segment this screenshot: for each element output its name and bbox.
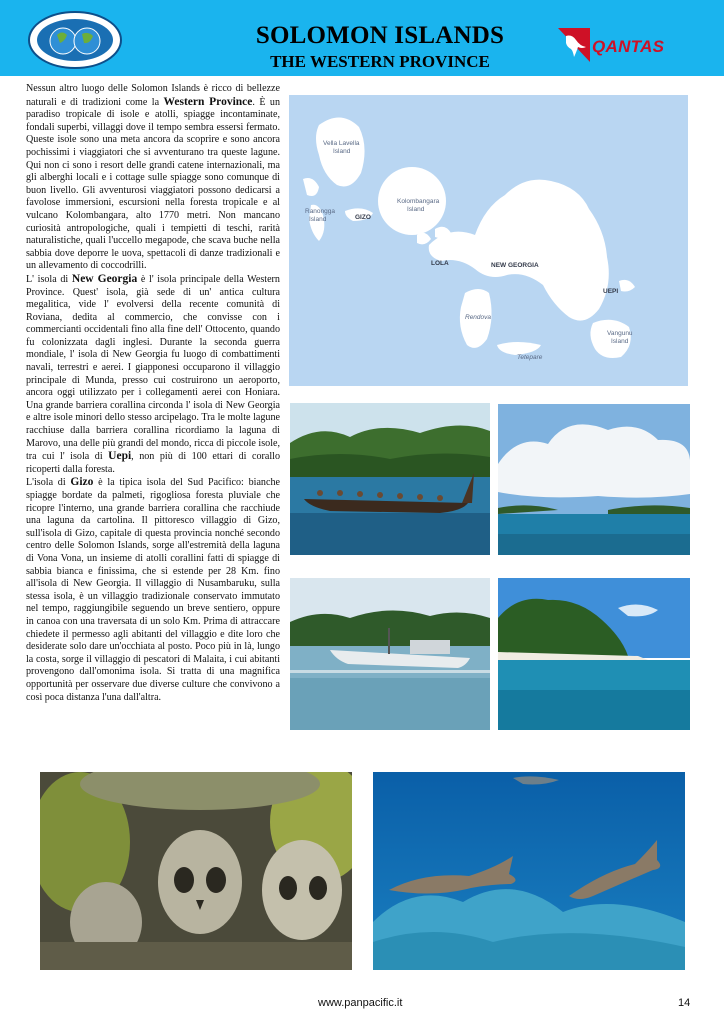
- map-label-ranongga-island: Island: [309, 216, 327, 223]
- qantas-logo: [556, 24, 706, 66]
- paragraph-text: è l' isola principale della Western Province. Quest' isola, già sede di un' antica cultura megalitica, vide l' evolversi della recente comunità di Roviana, dedita al commercio, che convisse con i commercianti occidentali fino alla fine dell' Ottocento, quando fu colonizzata dagli inglesi. Durante la seconda guerra mondiale, l' isola di New Georgia fu luogo di combattimenti navali, terrestri e aerei. I giapponesi occuparono il villaggio principale di Munda, presso cui costruirono un aeroporto, ancora oggi utilizzato per i collegamenti aerei con Honiara. Una grande barriera corallina circonda l' isola di New Georgia e altre isole minori dello stesso arcipelago. Tra le molte lagune racchiuse dalla barriera corallina ricordiamo la laguna di Marovo, una delle più grandi del mondo, ricca di piccole isole, tra cui l' isola di: [26, 273, 280, 463]
- paragraph-western-province: [26, 83, 280, 273]
- photo-palm-island: [498, 578, 690, 730]
- paragraph-text: , non più di 100 ettari di corallo ricoperti dalla foresta.: [26, 451, 281, 475]
- map-label-uepi: UEPI: [603, 288, 619, 295]
- paragraph-gizo: [26, 476, 280, 704]
- map-label-kolombangara-island: Island: [407, 206, 425, 213]
- highlight-new-georgia: New Georgia: [71, 272, 138, 285]
- map-graphic: [289, 95, 688, 386]
- map-label-tetepare: Tetepare: [517, 354, 543, 361]
- photo-skull-shrine: [40, 772, 352, 970]
- photo-reef-sharks: [373, 772, 685, 970]
- map-label-vangunu-island: Island: [611, 338, 629, 345]
- header-band: [0, 0, 724, 76]
- paragraph-text: L' isola di: [26, 273, 72, 285]
- paragraph-text: Nessun altro luogo delle Solomon Islands è ricco di bellezze naturali e di tradizioni come la: [26, 83, 280, 108]
- photo-fishing-boat: [290, 578, 490, 730]
- western-province-map: [289, 95, 688, 386]
- photo-lagoon-clouds: [498, 404, 690, 555]
- map-label-new-georgia: NEW GEORGIA: [491, 262, 539, 269]
- paragraph-text: . È un paradiso tropicale di isole e atolli, spiagge incontaminate, fondali superbi, villaggi dove il tempo sembra essersi fermato. Queste isole sono una meta ancora da scoprire e sono ancora pochissimi i viaggiatori che si avventurano tra queste lagune. Qui non ci sono i resort delle grandi catene internazionali, ma gli alberghi locali e i cottage sulle spiagge sono comunque di buon livello. Gli avventurosi viaggiatori possono dedicarsi a favolose immersioni, escursioni nella foresta tropicale e al vulcano Kolombangara, alto 1770 metri. Non mancano curiosità antropologiche, quali i tempietti di teschi, rarità naturalistiche, quali l'uccello megapode, che scava buche nella sabbia dove deporre le uova, spettacoli di danze tradizionali e un allevamento di coccodrilli.: [26, 96, 280, 272]
- map-label-gizo: GIZO: [355, 214, 371, 221]
- map-label-vella-island: Island: [333, 148, 351, 155]
- page-number: 14: [678, 997, 691, 1009]
- highlight-gizo: Gizo: [70, 476, 94, 489]
- highlight-western-province: Western Province: [163, 95, 253, 108]
- map-label-lola: LOLA: [431, 260, 449, 267]
- photo-war-canoe: [290, 403, 490, 555]
- kangaroo-tail-icon: [556, 24, 592, 66]
- paragraph-text: L'isola di: [26, 477, 71, 489]
- map-label-vella: Vella Lavella: [323, 140, 360, 147]
- footer-url[interactable]: www.panpacific.it: [318, 997, 403, 1009]
- paragraph-new-georgia: [26, 273, 280, 477]
- map-label-ranongga: Ranongga: [305, 208, 335, 215]
- map-label-rendova: Rendova: [465, 314, 492, 321]
- paragraph-text: è la tipica isola del Sud Pacifico: bianche spiagge bordate da palmeti, rigogliosa foresta pluviale che ricopre l'interno, una grande barriera corallina che racchiude una laguna da cartolina. Il pittoresco villaggio di Gizo, sull'isola di Gizo, capitale di questa provincia nonché secondo centro delle Solomon Islands, sorge all'estremità della laguna di Vona Vona, un insieme di atolli corallini fatti di spiagge di sabbia bianca e finissima, che si estende per 28 Km. fino all'isola di New Georgia. Il villaggio di Nusambaruku, sulla stessa isola, è un villaggio tradizionale conservato immutato nel tempo, raggiungibile seguendo un breve sentiero, oppure in canoa con una traversata di un solo Km. Prima di attraccare chiedete il permesso agli abitanti del villaggio e dite loro che desiderate solo dare un'occhiata al posto. Poco più in là, lungo la costa, sorge il villaggio di pescatori di Malaita, i cui abitanti provengono dall'omonima isola. Si tratta di una magnifica opportunità per osservare due diverse culture che convivono a così poca distanza l'una dall'altra.: [26, 477, 280, 703]
- highlight-uepi: Uepi: [108, 450, 132, 463]
- panpacific-logo-icon: [26, 10, 124, 70]
- qantas-wordmark: QANTAS: [592, 37, 665, 56]
- map-label-kolombangara: Kolombangara: [397, 198, 440, 205]
- page-title: SOLOMON ISLANDS: [255, 22, 505, 49]
- article-body: [26, 83, 280, 704]
- page-subtitle: THE WESTERN PROVINCE: [270, 52, 490, 71]
- map-label-vangunu: Vangunu: [607, 330, 633, 337]
